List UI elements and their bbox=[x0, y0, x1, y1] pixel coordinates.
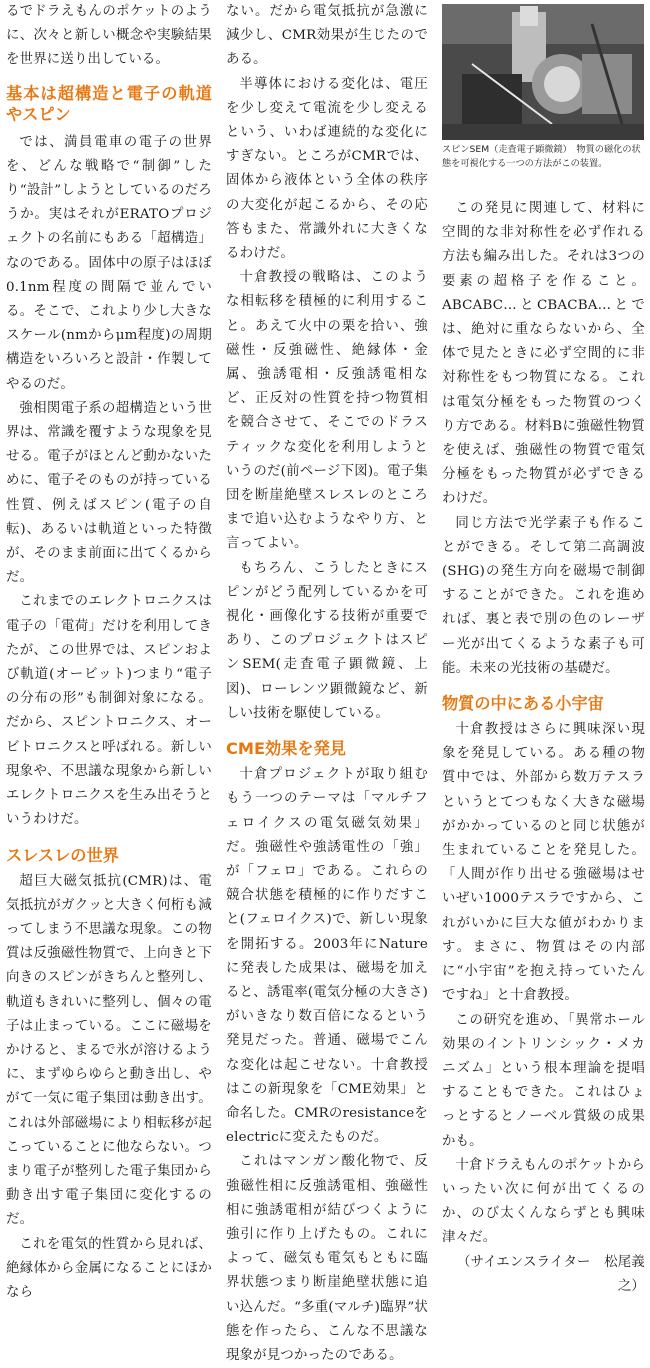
paragraph: 同じ方法で光学素子も作ることができる。そして第二高調波(SHG)の発生方向を磁場で制御することができた。これを進めれば、裏と表で別の色のレーザー光が出てくるような素子も可能。未来の光技術の基礎だ。 bbox=[442, 515, 645, 676]
paragraph: るでドラえもんのポケットのように、次々と新しい概念や実験結果を世界に送り出している。 bbox=[6, 4, 212, 68]
paragraph: では、満員電車の電子の世界を、どんな戦略で“制御”したり“設計”しようとしているのだろうか。実はそれがERATOプロジェクトの名前にもある「超構造」なのである。固体中の原子はほぼ0.1nm程度の間隔で並んでいる。そこで、これより少し大きなスケール(nmからμm程度)の周期構造をいろいろと設計・作製してやるのだ。 bbox=[6, 134, 212, 392]
paragraph: 十倉ドラえもんのポケットからいったい次に何が出てくるのか、のび太くんならずとも興味津々だ。 bbox=[442, 1157, 645, 1246]
photo-caption: スピンSEM（走査電子顕微鏡） 物質の磁化の状態を可視化する一つの方法がこの装置。 bbox=[442, 144, 641, 169]
section-heading: 基本は超構造と電子の軌道やスピン bbox=[6, 83, 212, 124]
paragraph: 十倉教授はさらに興味深い現象を発見している。ある種の物質中では、外部から数万テスラというとてつもなく大きな磁場がかかっているのと同じ状態が生まれていることを発見した。「人間が作り出せる強磁場はせいぜい1000テスラですから、これがいかに巨大な値がわかります。まさに、物質はその内部に“小宇宙”を抱え持っていたんですね」と十倉教授。 bbox=[442, 722, 645, 1004]
paragraph: 超巨大磁気抵抗(CMR)は、電気抵抗がガクッと大きく何桁も減ってしまう不思議な現象。この物質は反強磁性物質で、上向きと下向きのスピンがきちんと整列し、軌道もきれいに整列し、個々の電子は止まっている。ここに磁場をかけると、まるで氷が溶けるように、まずゆらゆらと動き出し、やがて一気に電子集団は動き出す。これは外部磁場により相転移が起こっていることに他ならない。つまり電子が整列した電子集団から動き出す電子集団に変化するのだ。 bbox=[6, 873, 212, 1228]
text-column-3 bbox=[442, 197, 645, 1299]
paragraph: ない。だから電気抵抗が急激に減少し、CMR効果が生じたのである。 bbox=[226, 4, 428, 68]
paragraph: この研究を進め、「異常ホール効果のイントリンシック・メカニズム」という根本理論を提唱することもできた。これはひょっとするとノーベル賞級の成果かも。 bbox=[442, 1012, 645, 1149]
byline: （サイエンスライター 松尾義之） bbox=[457, 1254, 645, 1294]
section-heading: CME効果を発見 bbox=[226, 739, 346, 759]
paragraph: これまでのエレクトロニクスは電子の「電荷」だけを利用してきたが、この世界では、スピンおよび軌道(オービット)つまり“電子の分布の形”も制御対象になる。だから、スピントロニクス、オービトロニクスと呼ばれる。新しい現象や、不思議な現象から新しいエレクトロニクスを生み出そうというわけだ。 bbox=[6, 594, 212, 828]
paragraph: もちろん、こうしたときにスピンがどう配列しているかを可視化・画像化する技術が重要であり、このプロジェクトはスピンSEM(走査電子顕微鏡、上図)、ローレンツ顕微鏡など、新しい技術を駆使している。 bbox=[226, 560, 428, 721]
paragraph: 十倉教授の戦略は、このような相転移を積極的に利用すること。あえて火中の栗を拾い、強磁性・反強磁性、絶縁体・金属、強誘電相・反強誘電相など、正反対の性質を持つ物質相を競合させて、そこでのドラスティックな変化を利用しようというのだ(前ページ下図)。電子集団を断崖絶壁スレスレのところまで追い込むようなやり方、と言ってよい。 bbox=[226, 270, 428, 552]
paragraph: 強相関電子系の超構造という世界は、常識を覆すような現象を見せる。電子がほとんど動かないために、電子そのものが持っている性質、例えばスピン(電子の自転)、あるいは軌道といった特徴が、そのまま前面に出てくるからだ。 bbox=[6, 400, 212, 586]
paragraph: 十倉プロジェクトが取り組むもう一つのテーマは「マルチフェロイクスの電気磁気効果」だ。強磁性や強誘電性の「強」が「フェロ」である。これらの競合状態を積極的に作りだすこと(フェロイクス)で、新しい現象を開拓する。2003年にNatureに発表した成果は、磁場を加えると、誘電率(電気分極の大きさ)がいきなり数百倍になるという発見だった。普通、磁場でこんな変化は起こせない。十倉教授はこの新現象を「CME効果」と命名した。CMRのresistanceをelectricに変えたものだ。 bbox=[226, 767, 428, 1146]
section-heading: スレスレの世界 bbox=[6, 845, 119, 865]
paragraph: この発見に関連して、材料に空間的な非対称性を必ず作れる方法も編み出した。それは3つの要素の超格子を作ること。ABCABC…とCBACBA…とでは、絶対に重ならないから、全体で見たときに必ず空間的に非対称性をもつ物質になる。これは電気分極をもった物質のつくり方である。材料Bに強磁性物質を使えば、強磁性の物質で電気分極をもった物質が必ずできるわけだ。 bbox=[442, 201, 645, 507]
paragraph: 半導体における変化は、電圧を少し変えて電流を少し変えるという、いわば連続的な変化にすぎない。ところがCMRでは、固体から液体という全体の秩序の大変化が起こるから、その応答もまた、常識外れに大きくなるわけだ。 bbox=[226, 76, 428, 262]
paragraph: これを電気的性質から見れば、絶縁体から金属になることにほかなら bbox=[6, 1236, 212, 1300]
text-column-2 bbox=[226, 0, 428, 1368]
electron-microscope-photo bbox=[442, 4, 644, 140]
paragraph: これはマンガン酸化物で、反強磁性相に反強誘電相、強磁性相に強誘電相が結びつくように強引に作り上げたもの。これによって、磁気も電気もともに臨界状態つまり断崖絶壁状態に追い込んだ。“多重(マルチ)臨界”状態を作ったら、こんな不思議な現象が見つかったのである。 bbox=[226, 1154, 428, 1363]
section-heading: 物質の中にある小宇宙 bbox=[442, 694, 604, 714]
text-column-1 bbox=[6, 0, 212, 1305]
microscope-illustration bbox=[442, 4, 644, 140]
